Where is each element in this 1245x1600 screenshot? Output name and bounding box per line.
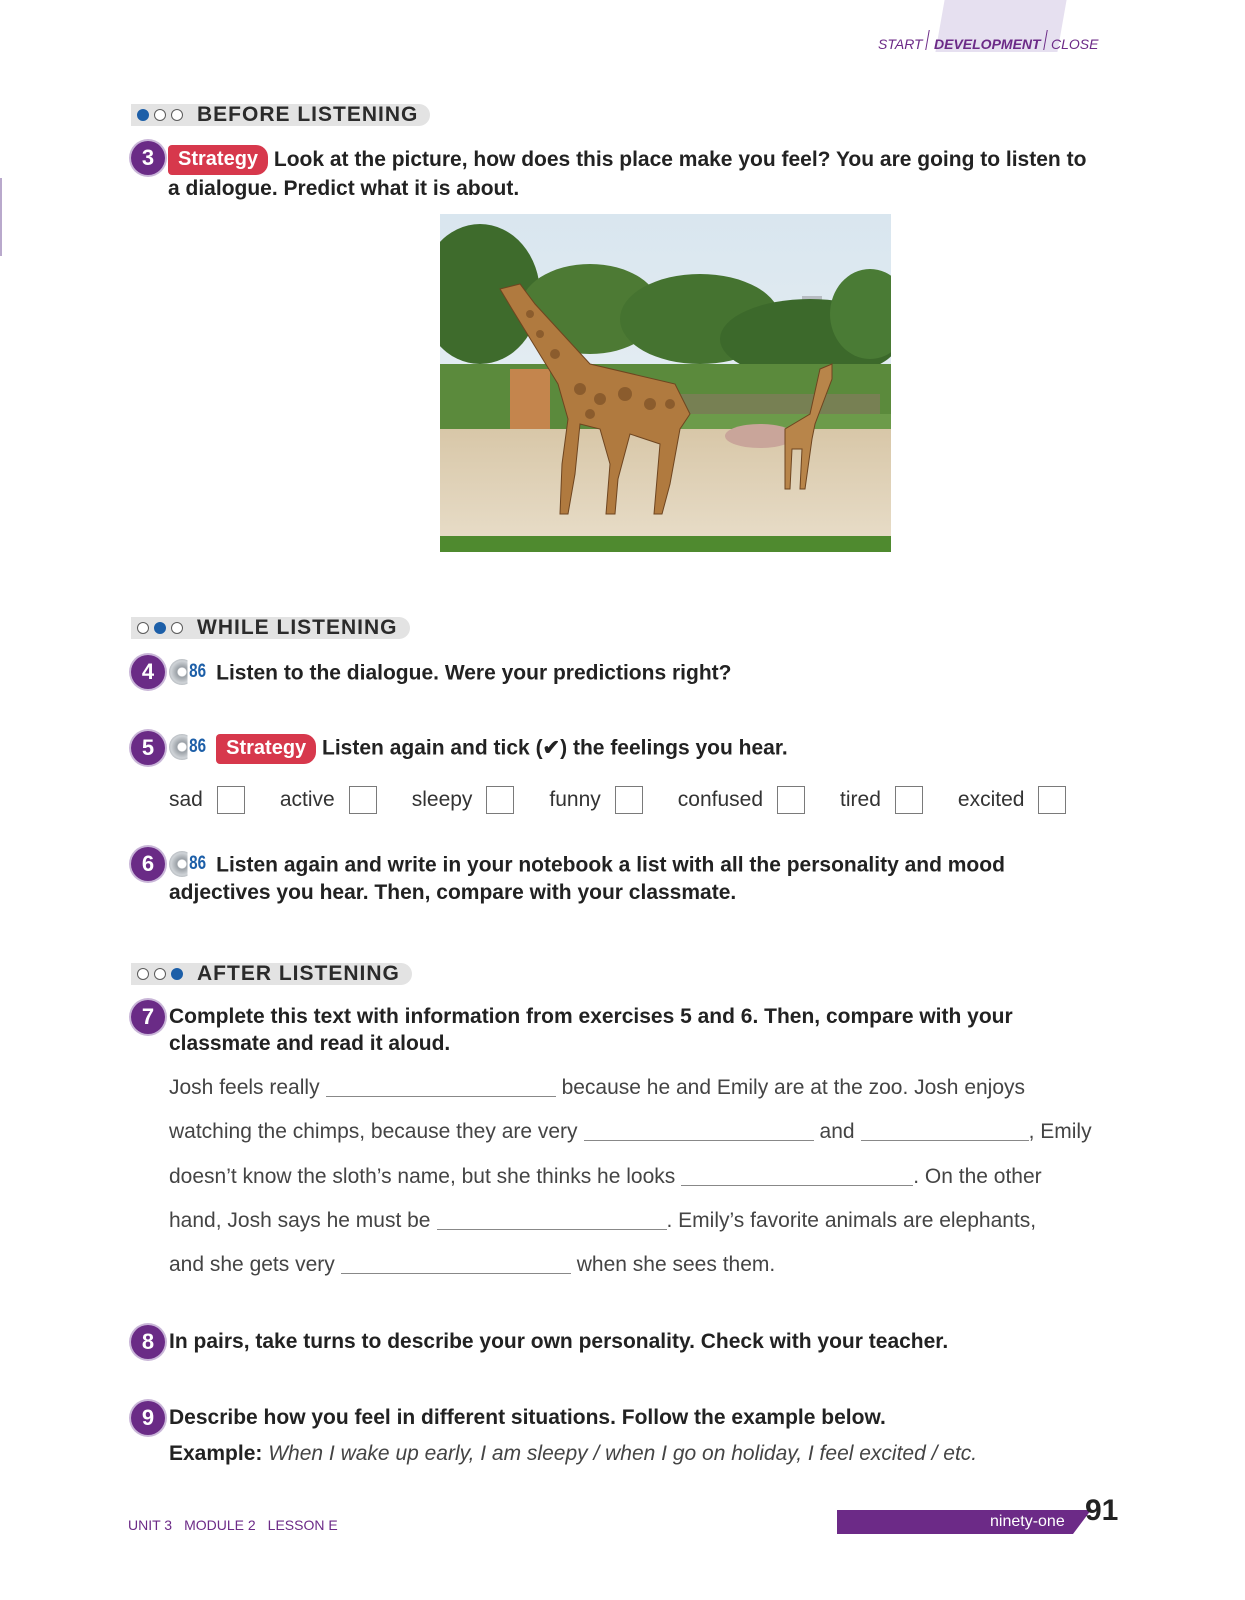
instruction-line: Look at the picture, how does this place make you feel? You are going to listen to xyxy=(273,148,1087,171)
audio-track-icon[interactable] xyxy=(169,658,210,685)
page-edge-marker xyxy=(0,178,2,256)
track-number: 86 xyxy=(188,658,208,685)
example-text: When I wake up early, I am sleepy / when I go on holiday, I feel excited / etc. xyxy=(268,1442,978,1465)
instruction-text: Listen to the dialogue. Were your predictions right? xyxy=(216,661,732,685)
exercise-7-instruction xyxy=(169,1003,1013,1057)
dot-empty xyxy=(154,109,166,121)
feeling-label: confused xyxy=(677,788,764,811)
page-number-words: ninety-one xyxy=(990,1513,1065,1530)
section-after-listening xyxy=(131,963,412,985)
tick-box[interactable] xyxy=(777,786,805,814)
cloze-line xyxy=(169,1120,1092,1144)
exercise-number: 9 xyxy=(131,1401,165,1435)
instruction-line: a dialogue. Predict what it is about. xyxy=(168,177,520,200)
feeling-label: funny xyxy=(549,788,601,811)
track-number: 86 xyxy=(188,850,208,877)
cloze-text: , Emily xyxy=(1028,1120,1092,1143)
exercise-number: 3 xyxy=(131,141,165,175)
track-number: 86 xyxy=(188,733,208,760)
progress-dots xyxy=(137,109,183,121)
progress-dots xyxy=(137,622,183,634)
footer-unit: UNIT 3 xyxy=(128,1517,173,1533)
feeling-item xyxy=(549,786,642,814)
cloze-text: . Emily’s favorite animals are elephants, xyxy=(666,1209,1037,1232)
tick-box[interactable] xyxy=(1038,786,1066,814)
footer-module: MODULE 2 xyxy=(184,1517,256,1533)
feeling-label: excited xyxy=(957,788,1025,811)
cloze-line xyxy=(169,1253,775,1277)
tick-box[interactable] xyxy=(217,786,245,814)
exercise-6-instruction xyxy=(169,850,1005,906)
exercise-5-instruction xyxy=(169,733,788,764)
instruction-text: Listen again and tick (✔) the feelings you hear. xyxy=(322,736,788,760)
cloze-text: Josh feels really xyxy=(169,1076,320,1099)
feeling-item xyxy=(280,786,377,814)
footer-lesson: LESSON E xyxy=(267,1517,338,1533)
tick-box[interactable] xyxy=(486,786,514,814)
giraffes-photo xyxy=(440,214,891,552)
section-title: WHILE LISTENING xyxy=(197,616,398,639)
feeling-label: active xyxy=(279,788,335,811)
strategy-badge: Strategy xyxy=(168,145,268,175)
instruction-line: adjectives you hear. Then, compare with your classmate. xyxy=(169,880,737,904)
answer-blank[interactable] xyxy=(681,1184,913,1186)
exercise-number: 5 xyxy=(131,731,165,765)
answer-blank[interactable] xyxy=(341,1272,571,1274)
exercise-8-instruction: In pairs, take turns to describe your own personality. Check with your teacher. xyxy=(169,1330,949,1353)
tick-box[interactable] xyxy=(349,786,377,814)
dot-empty xyxy=(137,968,149,980)
exercise-number: 6 xyxy=(131,847,165,881)
section-while-listening xyxy=(131,617,410,639)
cloze-line xyxy=(169,1076,1025,1100)
stage-close: CLOSE xyxy=(1051,36,1099,52)
feeling-label: sleepy xyxy=(411,788,473,811)
dot-filled xyxy=(154,622,166,634)
feelings-checklist xyxy=(169,786,1066,814)
feeling-label: tired xyxy=(840,788,881,811)
feeling-label: sad xyxy=(169,788,203,811)
section-title: BEFORE LISTENING xyxy=(197,103,419,126)
stage-development: DEVELOPMENT xyxy=(934,36,1041,52)
cloze-line xyxy=(169,1209,1036,1233)
stage-divider xyxy=(925,30,930,50)
cloze-text: doesn’t know the sloth’s name, but she thinks he looks xyxy=(169,1165,676,1188)
feeling-item xyxy=(840,786,923,814)
exercise-9-instruction: Describe how you feel in different situations. Follow the example below. xyxy=(169,1406,886,1429)
example-label: Example: xyxy=(169,1442,263,1465)
cloze-text: and she gets very xyxy=(169,1253,335,1276)
cloze-text: . On the other xyxy=(913,1165,1042,1188)
progress-dots xyxy=(137,968,183,980)
audio-track-icon[interactable] xyxy=(169,850,210,877)
dot-empty xyxy=(171,622,183,634)
exercise-number: 8 xyxy=(131,1325,165,1359)
exercise-4-instruction xyxy=(169,658,731,687)
stage-start: START xyxy=(878,36,923,52)
exercise-number: 4 xyxy=(131,655,165,689)
instruction-line: classmate and read it aloud. xyxy=(169,1032,451,1055)
answer-blank[interactable] xyxy=(326,1095,556,1097)
exercise-3-instruction xyxy=(168,145,1168,202)
feeling-item xyxy=(412,786,515,814)
footer-breadcrumb xyxy=(128,1517,350,1533)
page-number: 91 xyxy=(1085,1494,1119,1527)
section-title: AFTER LISTENING xyxy=(197,962,400,985)
exercise-number: 7 xyxy=(131,1000,165,1034)
cloze-line xyxy=(169,1165,1042,1189)
dot-filled xyxy=(137,109,149,121)
answer-blank[interactable] xyxy=(861,1139,1029,1141)
dot-filled xyxy=(171,968,183,980)
feeling-item xyxy=(169,786,245,814)
cloze-text: because he and Emily are at the zoo. Josh enjoys xyxy=(561,1076,1026,1099)
cloze-text: hand, Josh says he must be xyxy=(169,1209,431,1232)
feeling-item xyxy=(958,786,1067,814)
feeling-item xyxy=(678,786,805,814)
answer-blank[interactable] xyxy=(584,1139,814,1141)
answer-blank[interactable] xyxy=(437,1228,667,1230)
dot-empty xyxy=(137,622,149,634)
tick-box[interactable] xyxy=(615,786,643,814)
example-line xyxy=(169,1442,977,1466)
section-before-listening xyxy=(131,104,430,126)
dot-empty xyxy=(154,968,166,980)
cloze-text: and xyxy=(819,1120,855,1143)
cloze-text: when she sees them. xyxy=(576,1253,776,1276)
cloze-text: watching the chimps, because they are very xyxy=(169,1120,578,1143)
strategy-badge: Strategy xyxy=(216,734,316,764)
tick-box[interactable] xyxy=(895,786,923,814)
audio-track-icon[interactable] xyxy=(169,733,210,760)
instruction-line: Complete this text with information from exercises 5 and 6. Then, compare with your xyxy=(169,1005,1013,1028)
dot-empty xyxy=(171,109,183,121)
instruction-line: Listen again and write in your notebook a list with all the personality and mood xyxy=(216,853,1005,877)
